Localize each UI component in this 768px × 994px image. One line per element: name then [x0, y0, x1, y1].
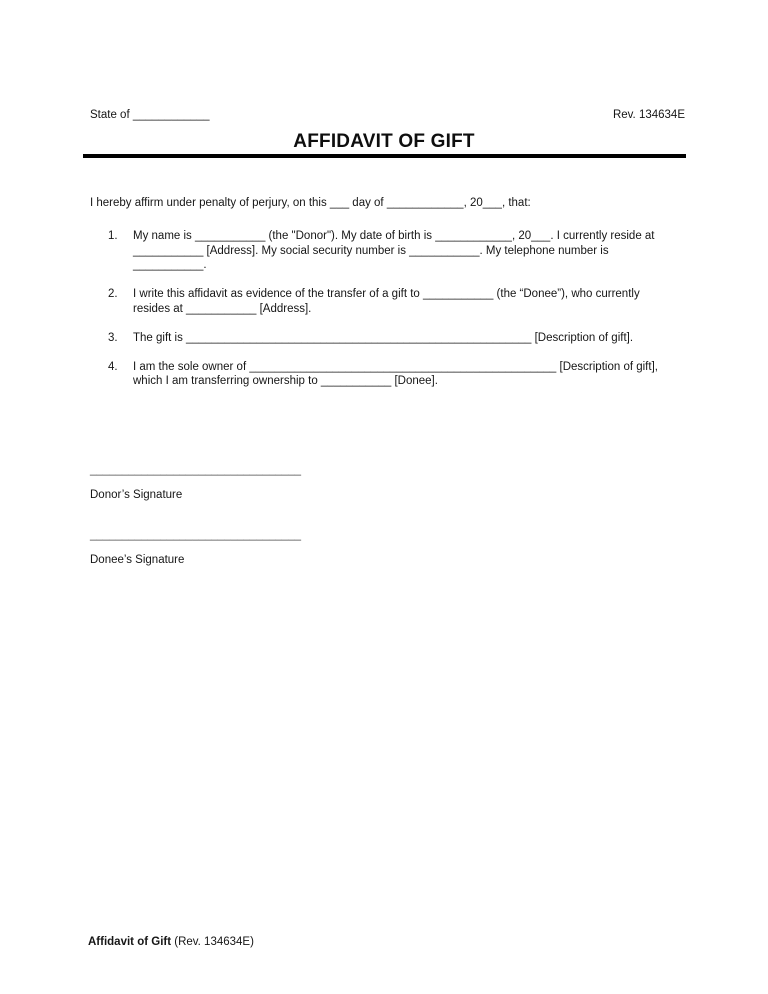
footer-title: Affidavit of Gift: [88, 936, 172, 948]
intro-paragraph: I hereby affirm under penalty of perjury, on this ___ day of ____________, 20___, that:: [90, 197, 531, 209]
footer-revision: (Rev. 134634E): [171, 936, 254, 948]
donee-signature-block: [90, 528, 301, 567]
document-footer: [88, 935, 685, 950]
donor-signature-block: [90, 463, 301, 502]
item-number: 4.: [108, 360, 118, 373]
item-number: 1.: [108, 230, 118, 242]
document-header: [90, 108, 685, 123]
list-item: [90, 229, 676, 273]
list-item: [90, 287, 676, 316]
page-title: AFFIDAVIT OF GIFT: [293, 131, 475, 152]
donee-signature-line: _________________________________: [90, 529, 302, 541]
item-number: 3.: [108, 331, 118, 344]
affidavit-statements: [90, 229, 676, 403]
list-item: [90, 331, 676, 346]
item-text: My name is ___________ (the "Donor"). My date of birth is ____________, 20___. I currently reside at ___________ [Address]. My social security number is ___________. My telephone number is ___________.: [133, 230, 655, 271]
donor-signature-label: Donor’s Signature: [90, 488, 183, 501]
state-of-line: State of ____________: [90, 109, 210, 121]
item-text: The gift is ______________________________________________________ [Description of gift].: [133, 331, 634, 344]
donee-signature-label: Donee’s Signature: [90, 553, 185, 566]
item-text: I am the sole owner of ________________________________________________ [Description of gift], which I am transferring ownership to ___________ [Donee].: [133, 360, 658, 387]
title-divider: [83, 154, 686, 158]
item-number: 2.: [108, 288, 118, 300]
item-text: I write this affidavit as evidence of the transfer of a gift to ___________ (the “Donee”), who currently resides at ___________ [Address].: [133, 288, 640, 315]
donor-signature-line: _________________________________: [90, 464, 302, 476]
list-item: [90, 360, 676, 389]
revision-number: Rev. 134634E: [612, 109, 685, 121]
